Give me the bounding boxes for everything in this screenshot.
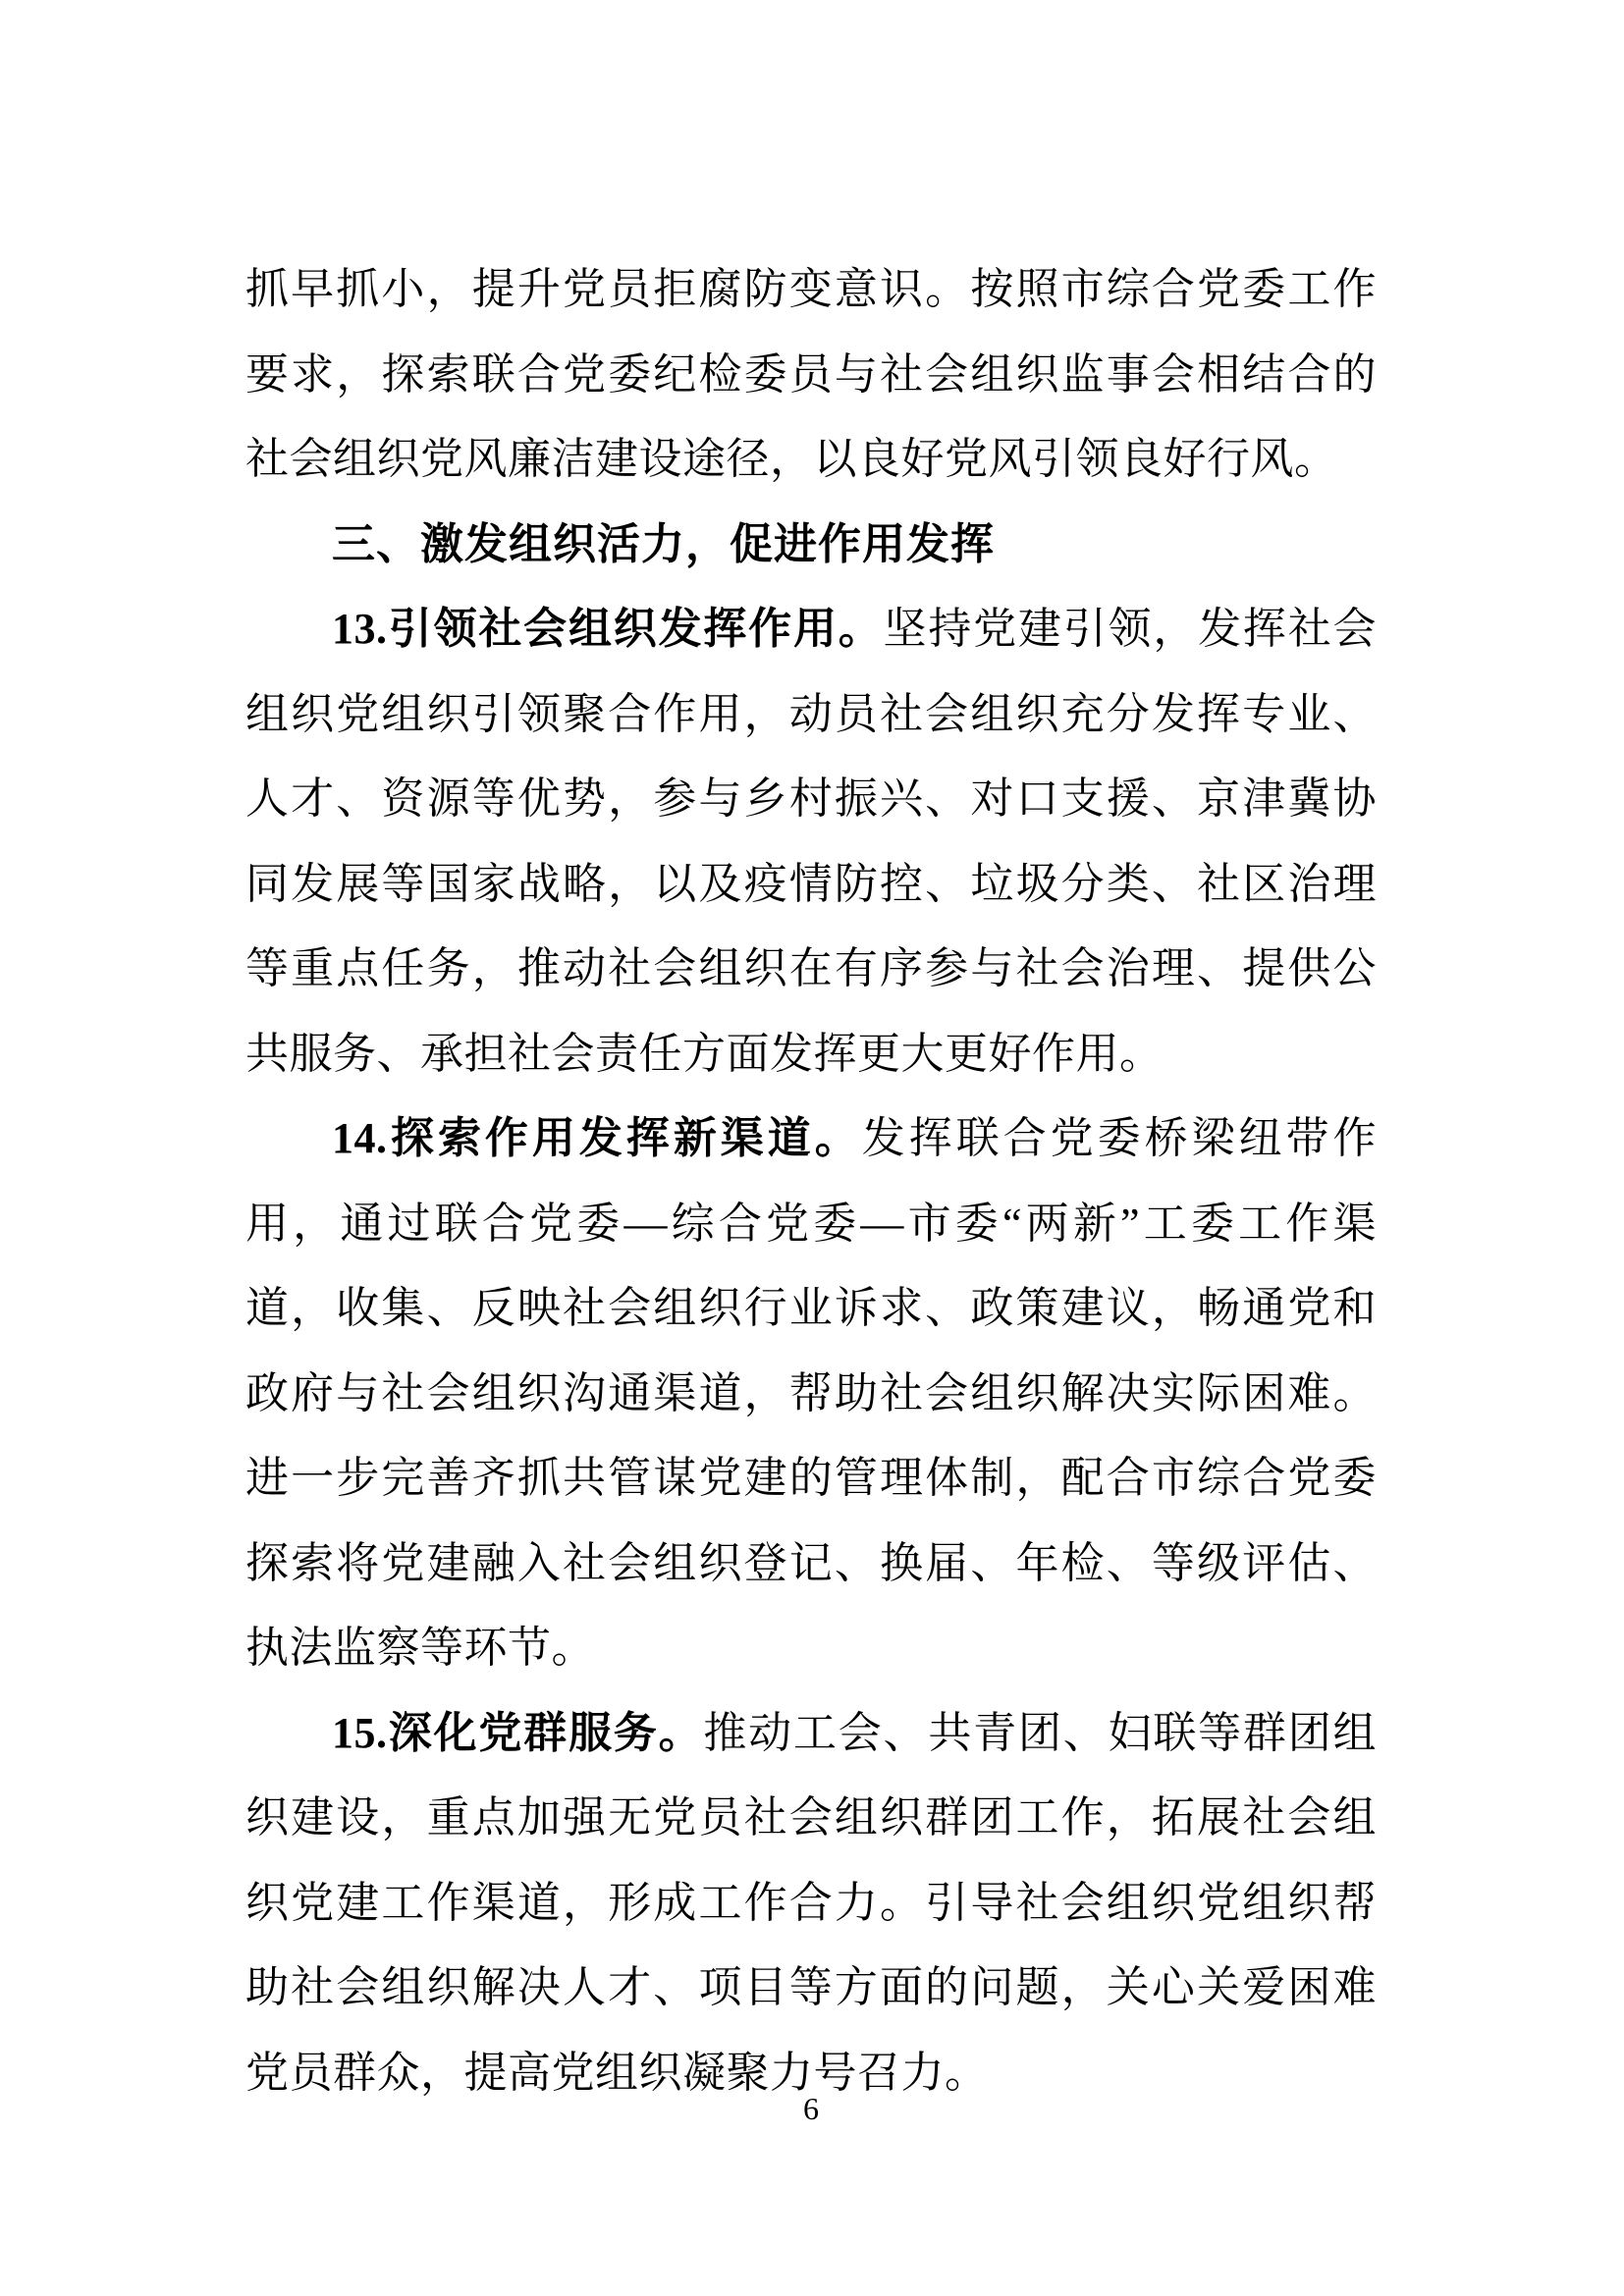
paragraph-item-13 <box>245 587 1377 1096</box>
paragraph-item-15 <box>245 1691 1377 2116</box>
page-content <box>245 247 1377 2115</box>
paragraph-continuation-text: 抓早抓小，提升党员拒腐防变意识。按照市综合党委工作要求，探索联合党委纪检委员与社会组织监事会相结合的社会组织党风廉洁建设途径，以良好党风引领良好行风。 <box>245 265 1377 483</box>
paragraph-item-14 <box>245 1096 1377 1691</box>
section-heading: 三、激发组织活力，促进作用发挥 <box>332 519 995 568</box>
page-footer <box>245 2089 1377 2128</box>
paragraph-item-14-lead: 14.探索作用发挥新渠道。 <box>332 1114 862 1162</box>
paragraph-item-14-text: 发挥联合党委桥梁纽带作用，通过联合党委—综合党委—市委“两新”工委工作渠道，收集、反映社会组织行业诉求、政策建议，畅通党和政府与社会组织沟通渠道，帮助社会组织解决实际困难。进一步完善齐抓共管谋党建的管理体制，配合市综合党委探索将党建融入社会组织登记、换届、年检、等级评估、执法监察等环节。 <box>245 1114 1378 1672</box>
paragraph-item-15-lead: 15.深化党群服务。 <box>332 1708 704 1757</box>
paragraph-item-15-text: 推动工会、共青团、妇联等群团组织建设，重点加强无党员社会组织群团工作，拓展社会组织党建工作渠道，形成工作合力。引导社会组织党组织帮助社会组织解决人才、项目等方面的问题，关心关爱困难党员群众，提高党组织凝聚力号召力。 <box>245 1708 1378 2097</box>
paragraph-item-13-lead: 13.引领社会组织发挥作用。 <box>332 605 884 653</box>
paragraph-continuation <box>245 247 1377 503</box>
paragraph-item-13-text: 坚持党建引领，发挥社会组织党组织引领聚合作用，动员社会组织充分发挥专业、人才、资源等优势，参与乡村振兴、对口支援、京津冀协同发展等国家战略，以及疫情防控、垃圾分类、社区治理等重点任务，推动社会组织在有序参与社会治理、提供公共服务、承担社会责任方面发挥更大更好作用。 <box>245 605 1378 1078</box>
page-number: 6 <box>803 2091 819 2126</box>
